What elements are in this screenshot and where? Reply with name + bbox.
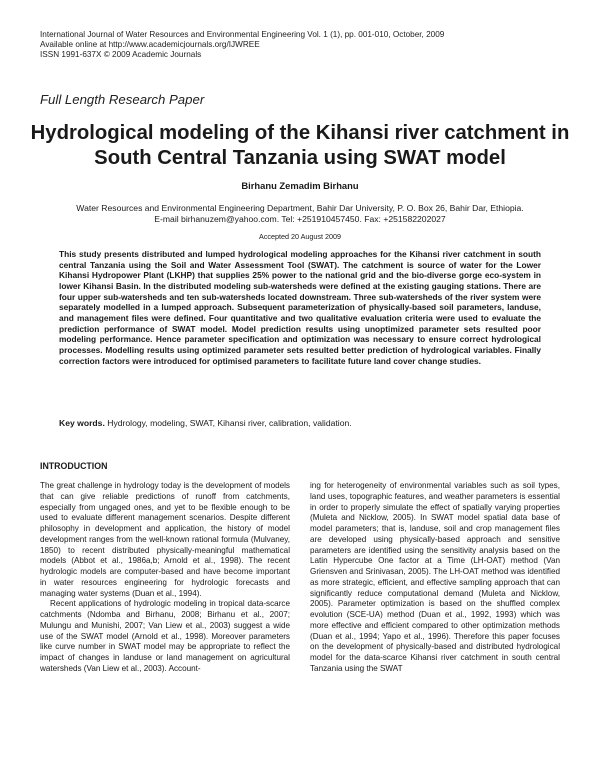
body-column-left <box>40 481 290 675</box>
journal-url: Available online at http://www.academicjournals.org/IJWREE <box>40 40 260 50</box>
abstract: This study presents distributed and lumped hydrological modeling approaches for the Kihansi river catchment in south central Tanzania using the Soil and Water Assessment Tool (SWAT). The catchment is source of water for the Lower Kihansi Hydropower Plant (LKHP) that supplies 25% power to the national grid and the bio-diverse gorge eco-system in lower Kihansi Basin. In the distributed modeling sub-watersheds were defined at the existing gauging stations. There are four upper sub-watersheds and ten sub-watersheds located downstream. Three sub-watersheds of the river system were separately modelled in a lumped approach. Subsequent parameterization of physically-based soil parameters, landuse, and management files were defined. Four quantitative and two qualitative evaluation criteria were used to evaluate the prediction performance of SWAT model. Model prediction results using unoptimized parameter sets resulted poor modeling performance. Hence parameter specification and optimization was necessary to ensure correct hydrological processes. Modelling results using optimized parameter sets resulted better prediction of hydrological variables. Finally correction factors were introduced for optimised parameters to facilitate future land cover change studies. <box>59 249 541 366</box>
keywords-text: Hydrology, modeling, SWAT, Kihansi river, calibration, validation. <box>104 418 352 428</box>
journal-issn: ISSN 1991-637X © 2009 Academic Journals <box>40 50 202 60</box>
paragraph: ing for heterogeneity of environmental variables such as soil types, land uses, topographic features, and weather parameters is essential in order to properly simulate the effect of spatially varying properties (Muleta and Nicklow, 2005). In SWAT model spatial data base of model parameters; that is, landuse, soil and crop management files are developed using physically-based approach and sensitive parameters are identified using the sensitivity analysis based on the Latin Hypercube One factor at a Time (LH-OAT) method (Van Griensven and Srinivasan, 2005). The LH-OAT method was identified as more strategic, efficient, and effective sampling approach that can significantly reduce computational demand (Muleta and Nicklow, 2005). Parameter optimization is based on the shuffled complex evolution (SCE-UA) method (Duan et al., 1992, 1993) which was more effective and efficient compared to other optimization methods (Duan et al., 1994; Yapo et al., 1996). Therefore this paper focuses on the development of physically-based and distributed hydrological model for the data-scarce Kihansi river catchment in south central Tanzania using the SWAT <box>310 481 560 673</box>
title-line-2: South Central Tanzania using SWAT model <box>94 147 506 169</box>
title-line-1: Hydrological modeling of the Kihansi river catchment in <box>30 122 570 144</box>
affiliation <box>30 203 570 225</box>
paper-title <box>24 121 576 171</box>
keywords-label: Key words. <box>59 418 105 428</box>
paper-type: Full Length Research Paper <box>40 92 205 107</box>
journal-citation: International Journal of Water Resources and Environmental Engineering Vol. 1 (1), pp. 001-010, October, 2009 <box>40 30 445 39</box>
paragraph: Recent applications of hydrologic modeling in tropical data-scarce catchments (Ndomba and Birhanu, 2008; Birhanu et al., 2007; Mulungu and Munishi, 2007; Van Liew et al., 2003) suggest a wide use of the SWAT model (Arnold et al., 1998). Moreover parameters like curve number in SWAT model may be appropriate to reflect the impact of changes in landuse or land management on agricultural watersheds (Van Liew et al., 2003). Account- <box>40 599 290 673</box>
body-column-right <box>310 481 560 675</box>
affiliation-contact: E-mail birhanuzem@yahoo.com. Tel: +251910457450. Fax: +251582202027 <box>154 214 446 224</box>
keywords <box>59 418 549 428</box>
section-heading-introduction: INTRODUCTION <box>40 461 108 471</box>
accepted-date: Accepted 20 August 2009 <box>259 232 341 241</box>
paragraph: The great challenge in hydrology today is the development of models that can give reliable predictions of runoff from catchments, especially from ungaged ones, and yet to be flexible enough to be used to evaluate different management scenarios. Despite different philosophy in development and application, the history of model development ranges from the well-known rational formula (Mulvaney, 1850) to recent distributed physically-meaningful mathematical models (Abbot et al., 1986a,b; Arnold et al., 1998). The recent hydrologic models are computer-based and have become important in water resources engineering for hydrologic forecasts and managing water systems (Duan et al., 1994). <box>40 481 290 598</box>
author-name: Birhanu Zemadim Birhanu <box>241 180 359 191</box>
journal-header <box>40 30 444 61</box>
affiliation-address: Water Resources and Environmental Engineering Department, Bahir Dar University, P. O. Box 26, Bahir Dar, Ethiopia. <box>76 203 524 213</box>
